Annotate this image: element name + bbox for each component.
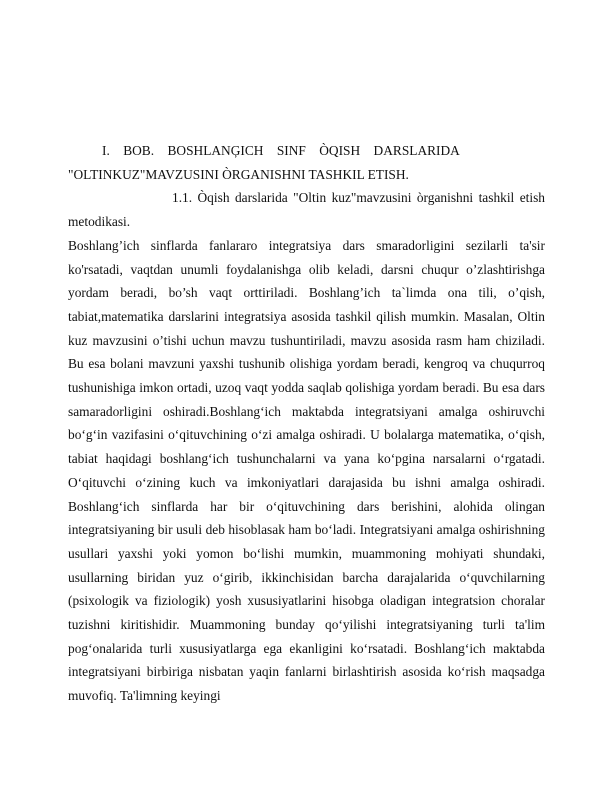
body-paragraph: Boshlang’ich sinflarda fanlararo integratsiya dars smaradorligini sezilarli ta'sir ko'rsatadi, vaqtdan unumli foydalanishga olib keladi, darsni chuqur o’zlashtirishga yordam beradi, bo’sh vaqt orttiriladi. Boshlang’ich ta`limda ona tili, o’qish, tabiat,matematika darslarini integratsiya asosida tashkil qilish mumkin. Masalan, Oltin kuz mavzusini o’tishi uchun mavzu tushuntiriladi, mavzu asosida rasm ham chiziladi. Bu esa bolani mavzuni yaxshi tushunib olishiga yordam beradi, kengroq va chuqurroq tushunishiga imkon ortadi, uzoq vaqt yodda saqlab qolishiga yordam beradi. Bu esa dars samaradorligini oshiradi.Boshlangʻich maktabda integratsiyani amalga oshiruvchi boʻgʻin vazifasini oʻqituvchining oʻzi amalga oshiradi. U bolalarga matematika, oʻqish, tabiat haqidagi boshlangʻich tushunchalarni va yana koʻpgina narsalarni oʻrgatadi. Oʻqituvchi oʻzining kuch va imkoniyatlari darajasida bu ishni amalga oshiradi. Boshlangʻich sinflarda har bir oʻqituvchining dars berishini, alohida olingan integratsiyaning bir usuli deb hisoblasak ham boʻladi. Integratsiyani amalga oshirishning usullari yaxshi yoki yomon boʻlishi mumkin, muammoning mohiyati shundaki, usullarning biridan yuz oʻgirib, ikkinchisidan barcha darajalarida oʻquvchilarning (psixologik va fiziologik) yosh xususiyatlarini hisobga oladigan integratsion choralar tuzishni kiritishidir. Muammoning bunday qoʻyilishi integratsiyaning turli ta'lim pogʻonalarida turli xususiyatlarga ega ekanligini koʻrsatadi. Boshlangʻich maktabda integratsiyani birbiriga nisbatan yaqin fanlarni birlashtirish asosida koʻrish maqsadga muvofiq. Ta'limning keyingi: [68, 237, 545, 704]
page-content: [68, 139, 545, 708]
chapter-heading: I. BOB. BOSHLANĢICH SINF ÒQISH DARSLARIDA "OLTINKUZ"MAVZUSINI ÒRGANISHNI TASHKIL ETISH.: [68, 143, 460, 182]
section-heading: 1.1. Òqish darslarida "Oltin kuz"mavzusini òrganishni tashkil etish metodikasi.: [68, 190, 545, 230]
